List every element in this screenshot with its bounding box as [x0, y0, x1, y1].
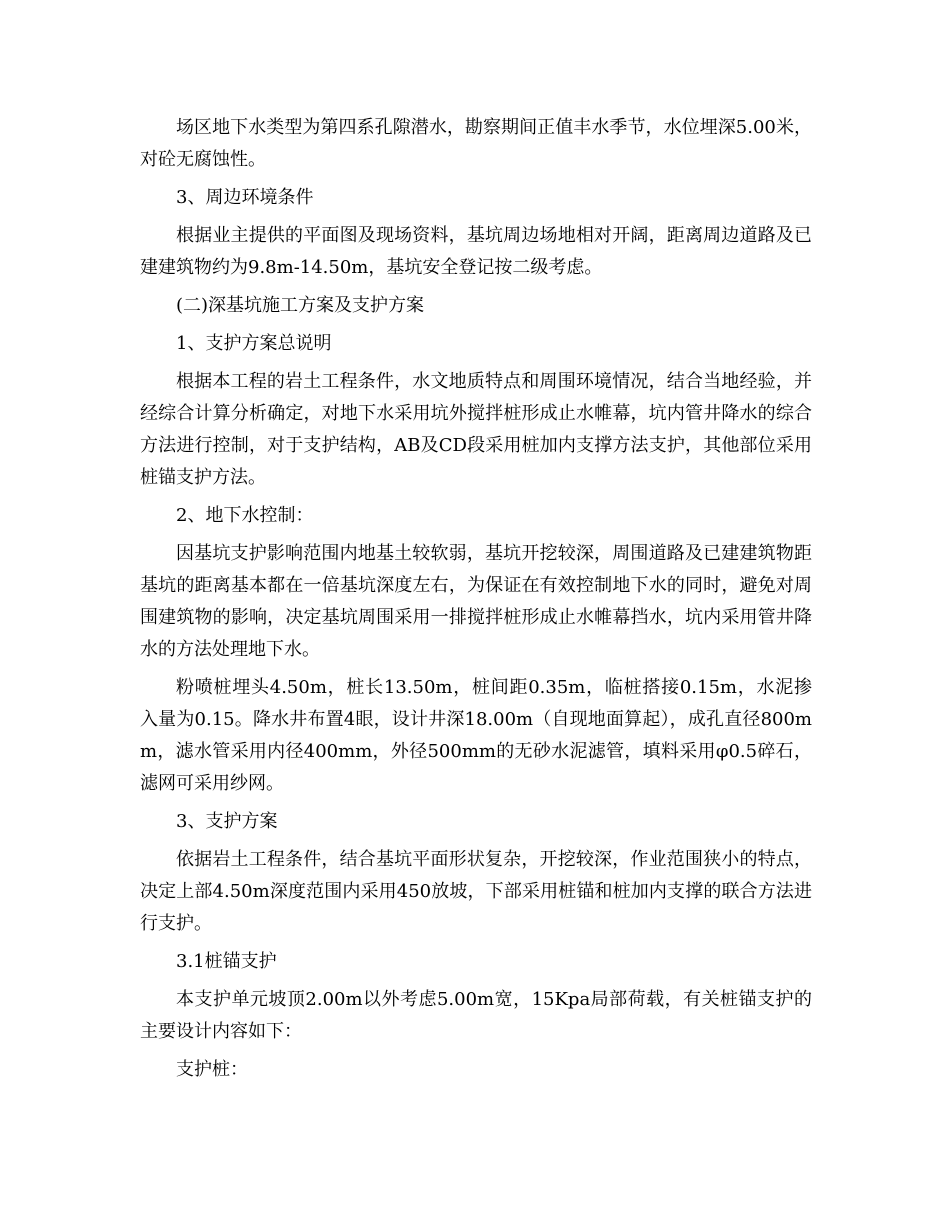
heading-surroundings: 3、周边环境条件 — [176, 187, 314, 208]
paragraph-support-scheme: 依据岩土工程条件，结合基坑平面形状复杂，开挖较深，作业范围狭小的特点，决定上部4.50m深度范围内采用450放坡，下部采用桩锚和桩加内支撑的联合方法进行支护。 — [140, 849, 812, 934]
heading-support-scheme: 3、支护方案 — [176, 811, 278, 832]
paragraph-surroundings: 根据业主提供的平面图及现场资料，基坑周边场地相对开阔，距离周边道路及已建建筑物约为9.8m-14.50m，基坑安全登记按二级考虑。 — [140, 225, 812, 278]
paragraph-groundwater-control: 因基坑支护影响范围内地基土较软弱，基坑开挖较深，周围道路及已建建筑物距基坑的距离基本都在一倍基坑深度左右，为保证在有效控制地下水的同时，避免对周围建筑物的影响，决定基坑周围采用一排搅拌桩形成止水帷幕挡水，坑内采用管井降水的方法处理地下水。 — [140, 543, 812, 660]
paragraph-groundwater-type: 场区地下水类型为第四系孔隙潜水，勘察期间正值丰水季节，水位埋深5.00米，对砼无腐蚀性。 — [140, 117, 812, 170]
paragraph-pile-anchor: 本支护单元坡顶2.00m以外考虑5.00m宽，15Kpa局部荷载，有关桩锚支护的主要设计内容如下： — [140, 989, 812, 1042]
heading-pile-anchor: 3.1桩锚支护 — [176, 951, 277, 972]
heading-groundwater-control: 2、地下水控制： — [176, 505, 314, 526]
paragraph-support-overview: 根据本工程的岩土工程条件，水文地质特点和周围环境情况，结合当地经验，并经综合计算分析确定，对地下水采用坑外搅拌桩形成止水帷幕，坑内管井降水的综合方法进行控制，对于支护结构，AB及CD段采用桩加内支撑方法支护，其他部位采用桩锚支护方法。 — [140, 371, 812, 488]
heading-section-two: (二)深基坑施工方案及支护方案 — [176, 295, 425, 316]
paragraph-pile-dewatering: 粉喷桩埋头4.50m，桩长13.50m，桩间距0.35m，临桩搭接0.15m，水泥掺入量为0.15。降水井布置4眼，设计井深18.00m（自现地面算起），成孔直径800mm，滤水管采用内径400mm，外径500mm的无砂水泥滤管，填料采用φ0.5碎石，滤网可采用纱网。 — [140, 677, 812, 794]
document-body — [140, 112, 812, 1086]
heading-support-overview: 1、支护方案总说明 — [176, 333, 332, 354]
heading-support-pile: 支护桩： — [176, 1059, 248, 1080]
